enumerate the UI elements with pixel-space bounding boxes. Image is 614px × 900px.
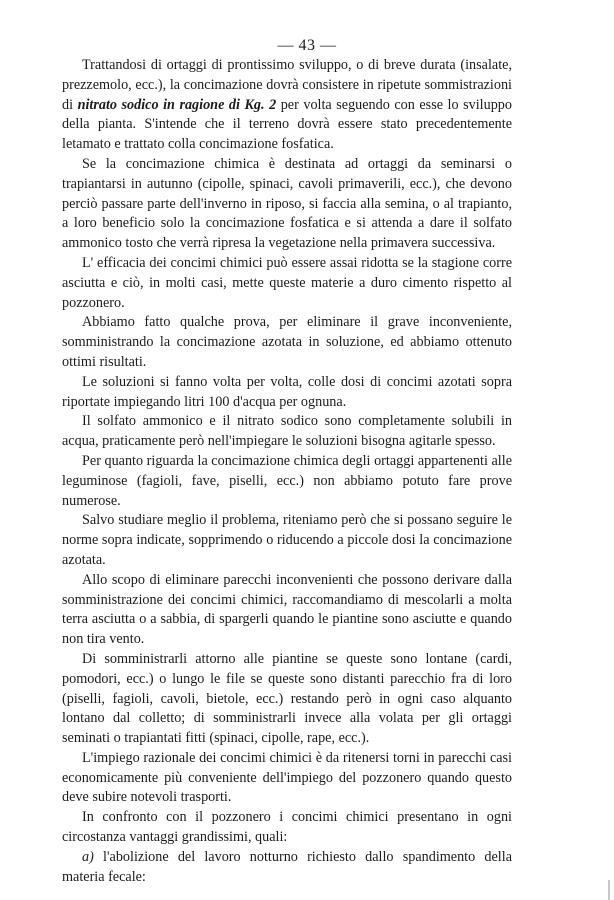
paragraph-1-emphasis: nitrato sodico in ragione di Kg. 2 [77,96,277,113]
paragraph-5: Le soluzioni si fanno volta per volta, colle dosi di concimi azotati sopra riportate impiegando litri 100 d'acqua per ognuna. [62,373,512,410]
paragraph-10: Di somministrarli attorno alle piantine se queste sono lontane (cardi, pomodori, ecc.) o lungo le file se queste sono distanti parecchio fra di loro (piselli, fagioli, cavoli, bietole, ecc.) restando però in ogni caso alquanto lontano dal colletto; di somministrarli invece alla volata per gli ortaggi seminati o trapiantati fitti (spinaci, cipolle, rape, ecc.). [62,650,512,747]
paragraph-11: L'impiego razionale dei concimi chimici è da ritenersi torni in parecchi casi economicamente più conveniente dell'impiego del pozzonero quando questo deve subire notevoli trasporti. [62,749,512,806]
scan-edge-mark [608,880,610,900]
paragraph-8: Salvo studiare meglio il problema, riteniamo però che si possano seguire le norme sopra indicate, sopprimendo o riducendo a piccole dosi la concimazione azotata. [62,512,512,568]
paragraph-1-text: Trattandosi di ortaggi di prontissimo sviluppo, o di breve durata (insalate, prezzemolo, ecc.), la concimazione dovrà consistere in ripetute sommistrazioni di [62,57,512,113]
paragraph-1-text-end: per volta seguendo con esse lo sviluppo della pianta. S'intende che il terreno dovrà essere stato precedentemente letamato e trattato colla concimazione fosfatica. [62,96,512,153]
paragraph-4: Abbiamo fatto qualche prova, per eliminare il grave inconveniente, somministrando la concimazione azotata in soluzione, ed abbiamo ottenuto ottimi risultati. [62,314,512,370]
list-item-a [62,848,512,888]
paragraph-12: In confronto con il pozzonero i concimi chimici presentano in ogni circostanza vantaggi grandissimi, quali: [62,809,512,846]
list-item-a-text: l'abolizione del lavoro notturno richiesto dallo spandimento della materia fecale: [62,848,512,885]
paragraph-3: L' efficacia dei concimi chimici può essere assai ridotta se la stagione corre asciutta e ciò, in molti casi, mette queste materie a duro cimento rispetto al pozzonero. [62,254,512,311]
paragraph-9: Allo scopo di eliminare parecchi inconvenienti che possono derivare dalla somministrazione dei concimi chimici, raccomandiamo di mescolarli a molta terra asciutta o a sabbia, di spargerli quando le piantine sono asciutte e quando non tira vento. [62,571,512,648]
page-number: — 43 — [277,37,337,54]
list-item-a-letter: a) [82,848,94,865]
paragraph-1 [62,56,512,155]
paragraph-7: Per quanto riguarda la concimazione chimica degli ortaggi appartenenti alle leguminose (fagioli, fave, piselli, ecc.) non abbiamo potuto fare prove numerose. [62,452,512,509]
paragraph-2: Se la concimazione chimica è destinata ad ortaggi da seminarsi o trapiantarsi in autunno (cipolle, spinaci, cavoli primaverili, ecc.), che devono perciò passare parte dell'inverno in riposo, si faccia alla semina, o al trapianto, a loro beneficio solo la concimazione fosfatica e si attenda a dare il solfato ammonico tosto che verrà ripresa la vegetazione nella primavera successiva. [62,155,512,252]
body-text [62,56,512,887]
paragraph-6: Il solfato ammonico e il nitrato sodico sono completamente solubili in acqua, praticamente però nell'impiegare le soluzioni bisogna agitarle spesso. [62,413,512,450]
